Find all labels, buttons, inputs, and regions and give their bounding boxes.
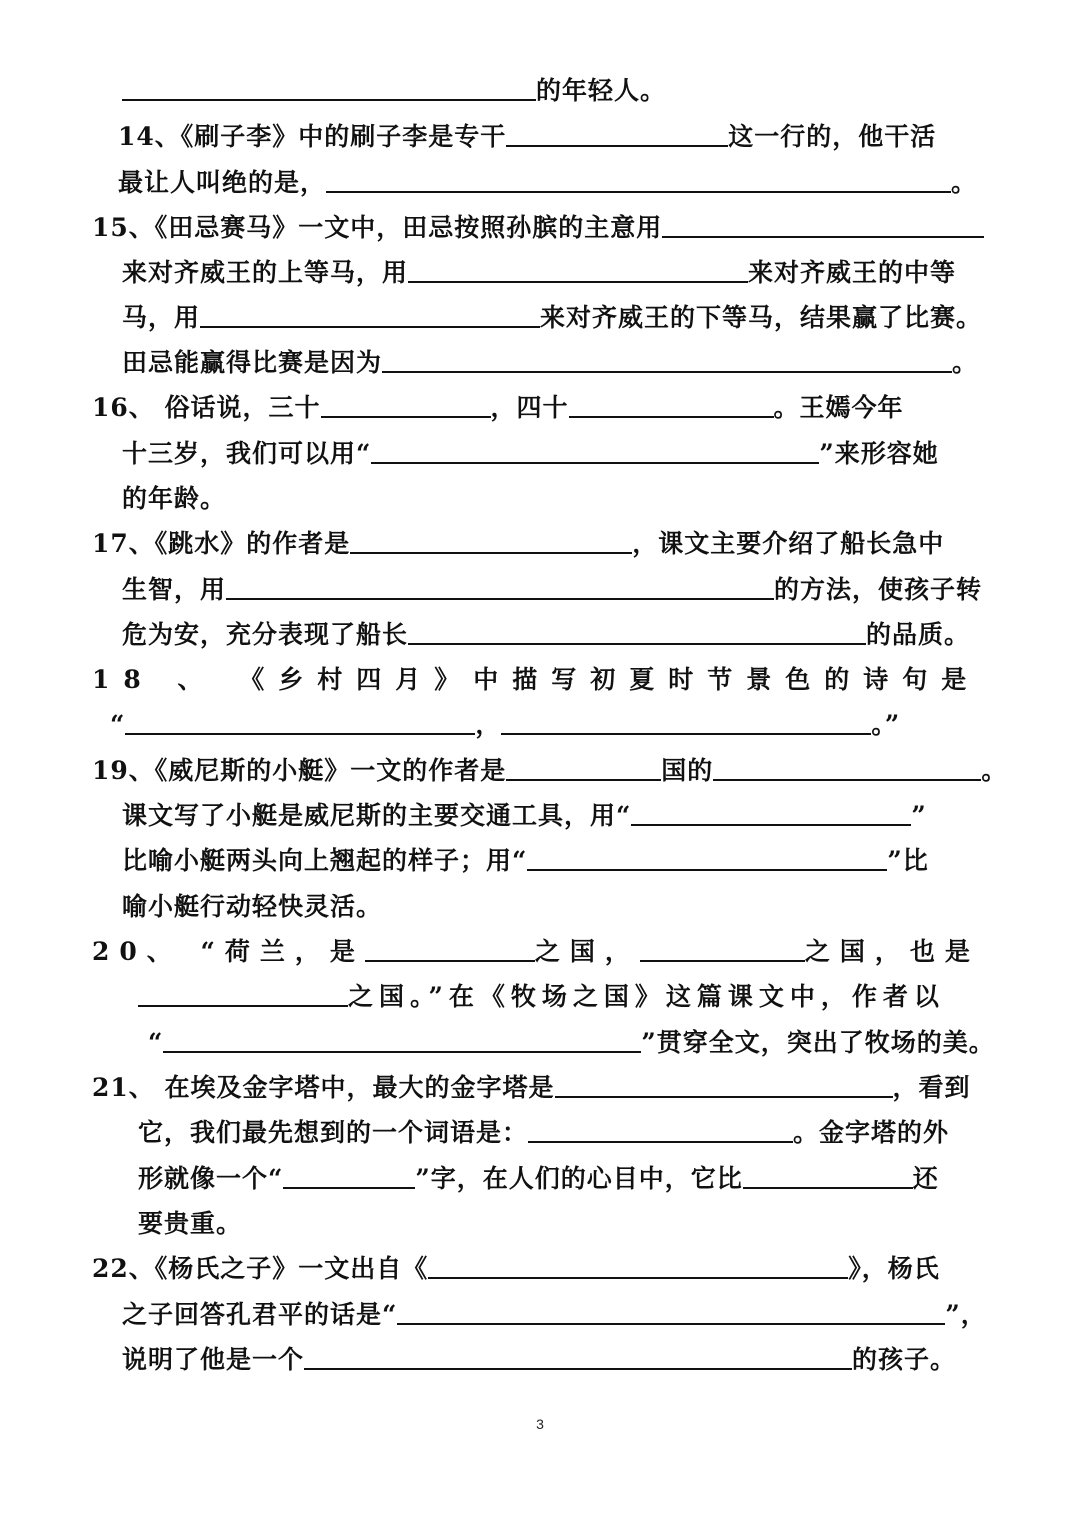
question-text: 比喻小艇两头向上翘起的样子；用“: [122, 846, 528, 875]
text-line-l19a: [0, 748, 1080, 794]
question-text: 。: [951, 168, 978, 197]
question-text: 来对齐威王的中等: [748, 258, 957, 287]
question-text: “: [110, 710, 126, 739]
question-text: 。金字塔的外: [793, 1118, 950, 1147]
text-line-l21a: [0, 1065, 1080, 1111]
question-text: ”字，在人们的心目中，它比: [415, 1164, 743, 1193]
answer-blank[interactable]: [569, 390, 774, 418]
answer-blank[interactable]: [506, 753, 661, 781]
text-line-l20b: [0, 974, 1080, 1020]
question-text: 喻小艇行动轻快灵活。: [122, 892, 383, 921]
text-line-l16c: [0, 476, 1080, 522]
question-text: 十三岁，我们可以用“: [122, 439, 372, 468]
answer-blank[interactable]: [428, 1251, 848, 1279]
question-text: 的方法，使孩子转: [774, 575, 983, 604]
text-line-l21c: [0, 1156, 1080, 1202]
question-text: 21、 在埃及金字塔中，最大的金字塔是: [92, 1073, 555, 1102]
answer-blank[interactable]: [304, 1342, 852, 1370]
text-line-l17a: [0, 521, 1080, 567]
answer-blank[interactable]: [321, 390, 491, 418]
text-line-l18b: [0, 702, 1080, 748]
answer-blank[interactable]: [122, 73, 536, 101]
question-text: 马，用: [122, 303, 201, 332]
answer-blank[interactable]: [713, 753, 981, 781]
question-text: 田忌能赢得比赛是因为: [122, 348, 383, 377]
question-text: ”，: [945, 1300, 987, 1329]
answer-blank[interactable]: [125, 707, 475, 735]
question-text: 来对齐威王的上等马，用: [122, 258, 409, 287]
question-text: ”: [911, 801, 927, 830]
answer-blank[interactable]: [527, 843, 887, 871]
answer-blank[interactable]: [408, 617, 866, 645]
question-text: 之子回答孔君平的话是“: [122, 1300, 398, 1329]
answer-blank[interactable]: [506, 119, 728, 147]
question-text: 形就像一个“: [138, 1164, 284, 1193]
text-line-l15c: [0, 295, 1080, 341]
question-text: 之国，也是: [804, 937, 980, 966]
question-text: 生智，用: [122, 575, 227, 604]
question-text: 15、《田忌赛马》一文中，田忌按照孙膑的主意用: [92, 213, 663, 242]
text-line-l19b: [0, 793, 1080, 839]
question-text: 的品质。: [866, 620, 971, 649]
text-line-l16b: [0, 431, 1080, 477]
question-text: 来对齐威王的下等马，结果赢了比赛。: [540, 303, 983, 332]
answer-blank[interactable]: [200, 300, 540, 328]
answer-blank[interactable]: [365, 934, 535, 962]
answer-blank[interactable]: [743, 1161, 913, 1189]
text-line-l15d: [0, 340, 1080, 386]
question-text: 这一行的，他干活: [728, 122, 937, 151]
text-line-l14a: [0, 114, 1080, 160]
text-line-l14b: [0, 160, 1080, 206]
question-text: 的孩子。: [852, 1345, 957, 1374]
answer-blank[interactable]: [501, 707, 871, 735]
text-line-l15b: [0, 250, 1080, 296]
text-line-l20a: [0, 929, 1080, 975]
question-text: 最让人叫绝的是，: [118, 168, 327, 197]
answer-blank[interactable]: [163, 1025, 641, 1053]
question-text: 说明了他是一个: [122, 1345, 305, 1374]
text-line-l17c: [0, 612, 1080, 658]
text-line-l18a: [0, 657, 1080, 703]
question-text: ，: [475, 710, 502, 739]
text-line-l17b: [0, 567, 1080, 613]
text-line-l22c: [0, 1337, 1080, 1383]
question-text: 》，杨氏: [848, 1254, 940, 1283]
question-text: 18 、 《乡村四月》中描写初夏时节景色的诗句是: [92, 665, 981, 694]
question-text: ，课文主要介绍了船长急中: [632, 529, 945, 558]
question-text: 危为安，充分表现了船长: [122, 620, 409, 649]
question-text: 它，我们最先想到的一个词语是：: [138, 1118, 529, 1147]
answer-blank[interactable]: [528, 1115, 793, 1143]
page-number: 3: [536, 1416, 544, 1432]
question-text: 。”: [871, 710, 901, 739]
answer-blank[interactable]: [397, 1297, 945, 1325]
question-text: 国的: [661, 756, 714, 785]
question-text: 22、《杨氏之子》一文出自《: [92, 1254, 429, 1283]
text-line-l22b: [0, 1292, 1080, 1338]
question-text: 。: [981, 756, 1008, 785]
text-line-l0: [0, 68, 1080, 114]
text-line-l21b: [0, 1110, 1080, 1156]
question-text: 的年轻人。: [536, 76, 667, 105]
answer-blank[interactable]: [640, 934, 805, 962]
answer-blank[interactable]: [138, 979, 348, 1007]
text-line-l20c: [0, 1020, 1080, 1066]
answer-blank[interactable]: [382, 345, 952, 373]
answer-blank[interactable]: [662, 210, 984, 238]
question-text: 19、《威尼斯的小艇》一文的作者是: [92, 756, 507, 785]
question-text: 之国。”在《牧场之国》这篇课文中，作者以: [348, 982, 945, 1011]
question-text: 20、 “荷兰，是: [92, 937, 365, 966]
text-line-l16a: [0, 385, 1080, 431]
question-text: ”贯穿全文，突出了牧场的美。: [641, 1028, 995, 1057]
question-text: ”来形容她: [819, 439, 939, 468]
answer-blank[interactable]: [631, 798, 911, 826]
question-text: 17、《跳水》的作者是: [92, 529, 351, 558]
question-text: 14、《刷子李》中的刷子李是专干: [118, 122, 507, 151]
text-line-l22a: [0, 1246, 1080, 1292]
question-text: ，看到: [892, 1073, 971, 1102]
question-text: 。: [952, 348, 979, 377]
question-text: “: [148, 1028, 164, 1057]
question-text: 。王嫣今年: [773, 393, 904, 422]
question-text: 16、 俗话说，三十: [92, 393, 321, 422]
question-text: ，四十: [490, 393, 569, 422]
answer-blank[interactable]: [350, 526, 632, 554]
question-text: 的年龄。: [122, 484, 227, 513]
question-text: 课文写了小艇是威尼斯的主要交通工具，用“: [122, 801, 632, 830]
text-line-l19d: [0, 884, 1080, 930]
answer-blank[interactable]: [226, 572, 774, 600]
question-text: 之国，: [534, 937, 640, 966]
question-text: ”比: [887, 846, 929, 875]
answer-blank[interactable]: [283, 1161, 415, 1189]
answer-blank[interactable]: [371, 436, 819, 464]
text-line-l19c: [0, 838, 1080, 884]
answer-blank[interactable]: [408, 255, 748, 283]
answer-blank[interactable]: [555, 1070, 893, 1098]
answer-blank[interactable]: [326, 165, 951, 193]
question-text: 还: [912, 1164, 939, 1193]
text-line-l15a: [0, 205, 1080, 251]
question-text: 要贵重。: [138, 1209, 243, 1238]
text-line-l21d: [0, 1201, 1080, 1247]
